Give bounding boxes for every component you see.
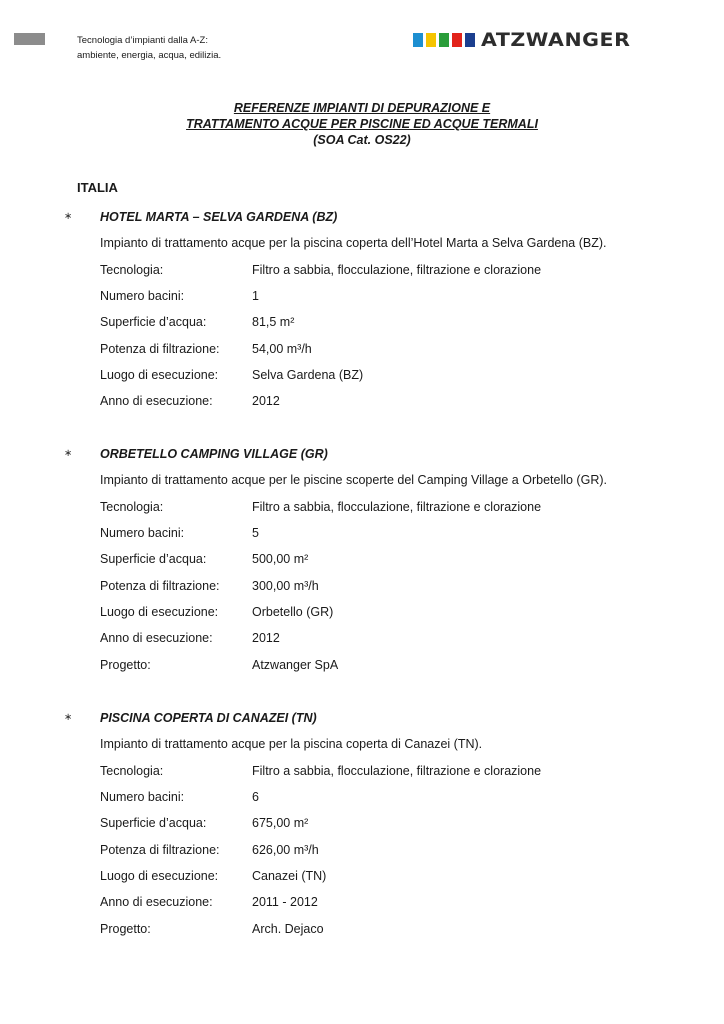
logo-color-bar-5 (465, 33, 475, 47)
detail-row (100, 790, 259, 804)
project-description: Impianto di trattamento acque per la piscina coperta di Canazei (TN). (100, 737, 483, 751)
detail-row (100, 869, 326, 883)
country-heading: ITALIA (77, 180, 118, 195)
detail-value: Filtro a sabbia, flocculazione, filtrazione e clorazione (252, 764, 542, 778)
detail-value: 500,00 m² (252, 552, 309, 566)
detail-label: Anno di esecuzione: (100, 631, 213, 645)
detail-label: Luogo di esecuzione: (100, 368, 219, 382)
detail-row (100, 394, 280, 408)
detail-value: 2012 (252, 631, 280, 645)
detail-label: Superficie d’acqua: (100, 552, 207, 566)
project-description: Impianto di trattamento acque per le piscine scoperte del Camping Village a Orbetello (GR). (100, 473, 607, 487)
project-title: ORBETELLO CAMPING VILLAGE (GR) (100, 447, 328, 461)
logo-wordmark: ATZWANGER (481, 29, 631, 51)
detail-label: Numero bacini: (100, 790, 185, 804)
detail-row (100, 315, 294, 329)
detail-value: 626,00 m³/h (252, 843, 319, 857)
detail-label: Tecnologia: (100, 764, 164, 778)
detail-value: Filtro a sabbia, flocculazione, filtrazione e clorazione (252, 263, 542, 277)
bullet-icon: ∗ (64, 211, 73, 222)
detail-value: Filtro a sabbia, flocculazione, filtrazione e clorazione (252, 500, 542, 514)
logo-color-bar-1 (413, 33, 423, 47)
detail-row (100, 526, 259, 540)
title-line-2: TRATTAMENTO ACQUE PER PISCINE ED ACQUE TERMALI (186, 117, 538, 131)
detail-row (100, 289, 259, 303)
title-line-3: (SOA Cat. OS22) (313, 133, 411, 147)
detail-value: Arch. Dejaco (252, 922, 324, 936)
detail-value: 1 (252, 289, 259, 303)
detail-value: 81,5 m² (252, 315, 295, 329)
logo-color-bar-2 (426, 33, 436, 47)
detail-value: 300,00 m³/h (252, 579, 319, 593)
detail-row (100, 552, 308, 566)
detail-row (100, 605, 333, 619)
tagline-line-2: ambiente, energia, acqua, edilizia. (77, 50, 222, 61)
logo-color-bar-4 (452, 33, 462, 47)
detail-label: Tecnologia: (100, 263, 164, 277)
detail-row (100, 658, 338, 672)
detail-row (100, 631, 280, 645)
detail-value: Selva Gardena (BZ) (252, 368, 364, 382)
detail-label: Luogo di esecuzione: (100, 605, 219, 619)
detail-value: 6 (252, 790, 259, 804)
document-title (0, 100, 724, 148)
detail-value: 54,00 m³/h (252, 342, 312, 356)
bullet-icon: ∗ (64, 448, 73, 459)
detail-value: Orbetello (GR) (252, 605, 334, 619)
detail-label: Potenza di filtrazione: (100, 342, 220, 356)
detail-row (100, 500, 541, 514)
bullet-icon: ∗ (64, 712, 73, 723)
project-title: PISCINA COPERTA DI CANAZEI (TN) (100, 711, 317, 725)
detail-row (100, 263, 541, 277)
detail-label: Progetto: (100, 922, 151, 936)
detail-label: Superficie d’acqua: (100, 816, 207, 830)
header-gray-block (14, 33, 45, 45)
detail-label: Potenza di filtrazione: (100, 579, 220, 593)
detail-row (100, 843, 319, 857)
detail-value: Canazei (TN) (252, 869, 327, 883)
detail-label: Numero bacini: (100, 289, 185, 303)
detail-row (100, 764, 541, 778)
detail-row (100, 342, 312, 356)
title-line-1: REFERENZE IMPIANTI DI DEPURAZIONE E (233, 101, 491, 115)
project-description: Impianto di trattamento acque per la piscina coperta dell’Hotel Marta a Selva Gardena (BZ). (100, 236, 607, 250)
detail-value: 5 (252, 526, 259, 540)
atzwanger-logo (413, 29, 631, 51)
detail-label: Tecnologia: (100, 500, 164, 514)
detail-label: Anno di esecuzione: (100, 394, 213, 408)
logo-color-bar-3 (439, 33, 449, 47)
tagline-line-1: Tecnologia d’impianti dalla A-Z: (77, 35, 208, 46)
header-tagline (77, 33, 221, 63)
detail-label: Potenza di filtrazione: (100, 843, 220, 857)
detail-row (100, 895, 318, 909)
detail-value: Atzwanger SpA (252, 658, 339, 672)
detail-row (100, 922, 324, 936)
detail-row (100, 368, 363, 382)
detail-label: Progetto: (100, 658, 151, 672)
detail-value: 2011 - 2012 (252, 895, 318, 909)
detail-value: 2012 (252, 394, 280, 408)
detail-label: Anno di esecuzione: (100, 895, 213, 909)
detail-label: Numero bacini: (100, 526, 185, 540)
detail-label: Luogo di esecuzione: (100, 869, 219, 883)
detail-row (100, 579, 319, 593)
detail-label: Superficie d’acqua: (100, 315, 207, 329)
project-title: HOTEL MARTA – SELVA GARDENA (BZ) (100, 210, 338, 224)
detail-value: 675,00 m² (252, 816, 309, 830)
detail-row (100, 816, 308, 830)
